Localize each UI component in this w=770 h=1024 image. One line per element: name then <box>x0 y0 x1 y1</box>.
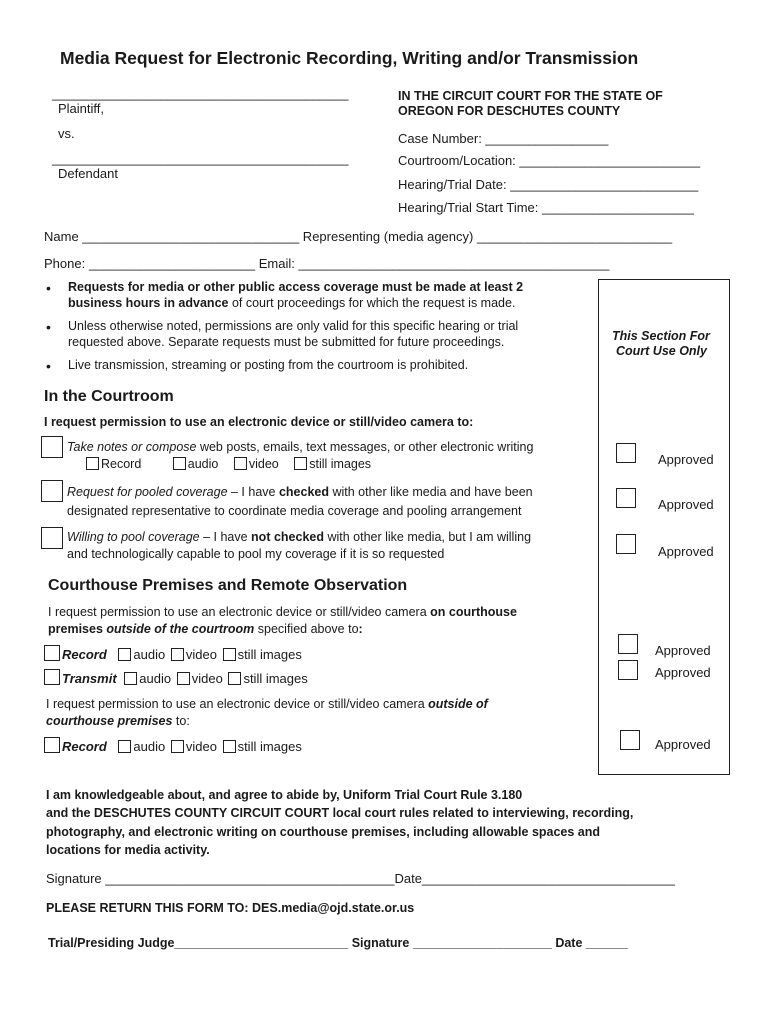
defendant-line[interactable]: _________________________________________ <box>52 151 349 166</box>
premises-heading: Courthouse Premises and Remote Observation <box>48 577 408 594</box>
pooled-coverage-line2: designated representative to coordinate media coverage and pooling arrangement <box>67 504 522 518</box>
bullet3-line: Live transmission, streaming or posting from the courtroom is prohibited. <box>68 358 469 372</box>
record-checkbox[interactable] <box>86 457 99 470</box>
still-images-checkbox[interactable] <box>228 672 241 685</box>
video-checkbox[interactable] <box>171 740 184 753</box>
premises-record-row: Record audio video still images <box>44 645 302 662</box>
bullet1-line2: business hours in advance of court proceedings for which the request is made. <box>68 296 516 310</box>
outside-record-row: Record audio video still images <box>44 737 302 754</box>
form-title: Media Request for Electronic Recording, Writing and/or Transmission <box>60 48 639 68</box>
approved-checkbox[interactable] <box>618 660 638 680</box>
pooled-coverage-line1: Request for pooled coverage – I have checked with other like media and have been <box>67 485 533 499</box>
outside-intro-line1: I request permission to use an electronic device or still/video camera outside of <box>46 697 488 711</box>
approved-checkbox[interactable] <box>616 488 636 508</box>
hearing-date-field[interactable]: Hearing/Trial Date: __________________________ <box>398 177 699 192</box>
premises-intro-line2: premises outside of the courtroom specified above to: <box>48 622 363 636</box>
approved-label: Approved <box>658 497 714 512</box>
court-heading-line2: OREGON FOR DESCHUTES COUNTY <box>398 104 621 118</box>
willing-pool-checkbox[interactable] <box>41 527 63 549</box>
phone-email-field[interactable]: Phone: _______________________ Email: ___________________________________________ <box>44 256 610 271</box>
take-notes-checkbox[interactable] <box>41 436 63 458</box>
bullet1-line1: Requests for media or other public access coverage must be made at least 2 <box>68 280 524 294</box>
audio-checkbox[interactable] <box>173 457 186 470</box>
take-notes-suboptions: Record audio video still images <box>86 457 371 471</box>
return-to-line: PLEASE RETURN THIS FORM TO: DES.media@ojd.state.or.us <box>46 901 415 915</box>
premises-transmit-row: Transmit audio video still images <box>44 669 308 686</box>
video-checkbox[interactable] <box>171 648 184 661</box>
agreement-line3: photography, and electronic writing on courthouse premises, including allowable spaces and <box>46 825 601 839</box>
approved-checkbox[interactable] <box>616 534 636 554</box>
take-notes-label: Take notes or compose web posts, emails, text messages, or other electronic writing <box>67 440 534 454</box>
record-checkbox[interactable] <box>44 737 60 753</box>
courtroom-heading: In the Courtroom <box>44 388 174 405</box>
hearing-time-field[interactable]: Hearing/Trial Start Time: _____________________ <box>398 200 694 215</box>
approved-label: Approved <box>655 737 711 752</box>
name-representing-field[interactable]: Name ______________________________ Representing (media agency) ___________________________ <box>44 229 673 244</box>
video-checkbox[interactable] <box>234 457 247 470</box>
courtroom-intro: I request permission to use an electronic device or still/video camera to: <box>44 415 474 429</box>
signature-date-field[interactable]: Signature ________________________________________Date___________________________________ <box>46 871 675 886</box>
record-checkbox[interactable] <box>44 645 60 661</box>
still-images-checkbox[interactable] <box>223 648 236 661</box>
still-images-checkbox[interactable] <box>223 740 236 753</box>
court-heading-line1: IN THE CIRCUIT COURT FOR THE STATE OF <box>398 89 663 103</box>
audio-checkbox[interactable] <box>118 648 131 661</box>
bullet-icon: • <box>46 280 51 296</box>
judge-signature-line[interactable]: Trial/Presiding Judge_________________________ Signature ____________________ Date ______ <box>48 936 628 950</box>
agreement-line1: I am knowledgeable about, and agree to abide by, Uniform Trial Court Rule 3.180 <box>46 788 523 802</box>
willing-pool-line1: Willing to pool coverage – I have not checked with other like media, but I am willing <box>67 530 532 544</box>
bullet-icon: • <box>46 358 51 374</box>
agreement-line4: locations for media activity. <box>46 843 210 857</box>
plaintiff-label: Plaintiff, <box>58 101 105 116</box>
approved-checkbox[interactable] <box>618 634 638 654</box>
approved-checkbox[interactable] <box>616 443 636 463</box>
vs-label: vs. <box>58 126 75 141</box>
still-images-checkbox[interactable] <box>294 457 307 470</box>
audio-checkbox[interactable] <box>124 672 137 685</box>
defendant-label: Defendant <box>58 166 118 181</box>
bullet2-line1: Unless otherwise noted, permissions are only valid for this specific hearing or trial <box>68 319 519 333</box>
agreement-line2: and the DESCHUTES COUNTY CIRCUIT COURT local court rules related to interviewing, recording, <box>46 806 634 820</box>
approved-label: Approved <box>658 544 714 559</box>
courtroom-field[interactable]: Courtroom/Location: _________________________ <box>398 153 701 168</box>
court-use-line2: Court Use Only <box>616 344 707 358</box>
outside-intro-line2: courthouse premises to: <box>46 714 190 728</box>
video-checkbox[interactable] <box>177 672 190 685</box>
bullet-icon: • <box>46 319 51 335</box>
willing-pool-line2: and technologically capable to pool my coverage if it is so requested <box>67 547 445 561</box>
audio-checkbox[interactable] <box>118 740 131 753</box>
approved-label: Approved <box>658 452 714 467</box>
transmit-checkbox[interactable] <box>44 669 60 685</box>
approved-label: Approved <box>655 643 711 658</box>
plaintiff-line[interactable]: _________________________________________ <box>52 86 349 101</box>
premises-intro-line1: I request permission to use an electronic device or still/video camera on courthouse <box>48 605 517 619</box>
approved-checkbox[interactable] <box>620 730 640 750</box>
pooled-coverage-checkbox[interactable] <box>41 480 63 502</box>
approved-label: Approved <box>655 665 711 680</box>
bullet2-line2: requested above. Separate requests must be submitted for future proceedings. <box>68 335 505 349</box>
court-use-line1: This Section For <box>612 329 710 343</box>
case-number-field[interactable]: Case Number: _________________ <box>398 131 609 146</box>
